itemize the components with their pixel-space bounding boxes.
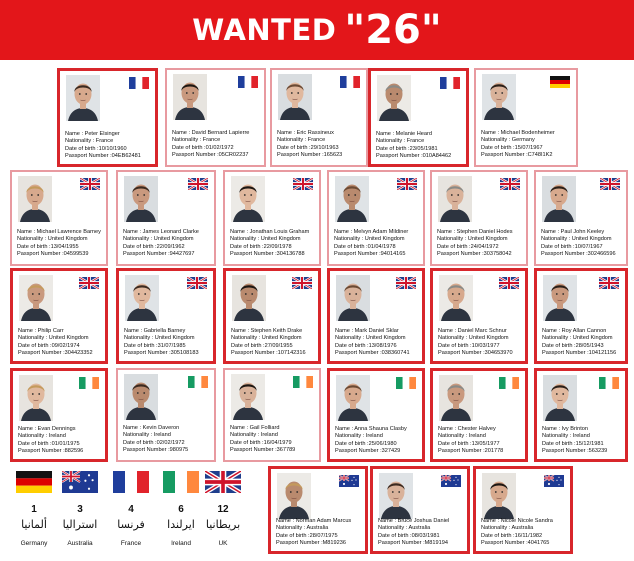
suspect-photo	[377, 75, 411, 121]
legend-count: 3	[77, 504, 83, 515]
suspect-details	[230, 425, 318, 455]
suspect-dob: Date of birth :24/04/1972	[437, 243, 499, 250]
legend-count: 4	[128, 504, 134, 515]
suspect-dob: Date of birth :23/05/1981	[376, 145, 438, 152]
suspect-passport: Passport Number :05CR02237	[172, 152, 249, 159]
uk-flag-icon	[397, 177, 417, 189]
suspect-name: Name : Daniel Marc Schnur	[438, 328, 507, 334]
wanted-card	[327, 268, 425, 364]
suspect-passport: Passport Number :C748I1K2	[481, 152, 553, 159]
banner-count: "26"	[344, 7, 442, 53]
uk-flag-icon	[599, 276, 619, 288]
france-legend-flag-icon	[113, 471, 149, 493]
suspect-details	[17, 229, 105, 259]
suspect-passport: Passport Number :038360741	[335, 350, 410, 357]
uk-flag-icon	[600, 177, 620, 189]
suspect-passport: Passport Number :201778	[438, 448, 504, 455]
suspect-name: Name : Eric Rassineux	[277, 130, 334, 136]
legend-count: 12	[217, 504, 229, 515]
suspect-dob: Date of birth :28/05/1943	[542, 342, 604, 349]
suspect-details	[438, 426, 526, 456]
suspect-details	[172, 130, 263, 160]
suspect-name: Name : Melanie Heard	[376, 131, 432, 137]
suspect-passport: Passport Number :04599539	[17, 251, 89, 258]
suspect-nationality: Nationality : Australia	[276, 525, 329, 532]
uk-flag-icon	[292, 276, 312, 288]
suspect-photo	[232, 275, 266, 321]
ireland-flag-icon	[188, 375, 208, 387]
suspect-nationality: Nationality : Ireland	[123, 432, 171, 439]
wanted-card	[474, 68, 578, 167]
suspect-passport: Passport Number :304653970	[438, 350, 513, 357]
wanted-card	[10, 170, 108, 266]
suspect-nationality: Nationality : United Kingdom	[335, 335, 406, 342]
wanted-card	[534, 368, 628, 462]
legend-label-english: Australia	[67, 540, 93, 547]
uk-flag-icon	[499, 276, 519, 288]
suspect-details	[65, 131, 156, 161]
wanted-card	[368, 68, 469, 167]
suspect-passport: Passport Number :010A84462	[376, 153, 452, 160]
legend-label-arabic: ايرلندا	[167, 518, 195, 531]
suspect-dob: Date of birth :08/03/1981	[378, 532, 440, 539]
suspect-nationality: Nationality : Ireland	[438, 433, 486, 440]
suspect-details	[123, 229, 213, 259]
suspect-photo	[124, 374, 158, 420]
uk-flag-icon	[293, 177, 313, 189]
suspect-details	[378, 518, 468, 548]
suspect-dob: Date of birth :09/02/1974	[18, 342, 80, 349]
suspect-passport: Passport Number :303758042	[437, 251, 512, 258]
suspect-details	[231, 328, 319, 358]
wanted-card	[473, 466, 573, 554]
suspect-details	[542, 328, 626, 358]
legend-label-arabic: بريطانيا	[205, 518, 241, 531]
suspect-nationality: Nationality : France	[277, 137, 326, 144]
suspect-details	[541, 229, 625, 259]
suspect-name: Name : Bruce Joshua Daniel	[378, 518, 450, 524]
suspect-details	[276, 518, 366, 548]
suspect-photo	[18, 176, 52, 222]
suspect-photo	[542, 176, 576, 222]
suspect-name: Name : Gail Folliard	[230, 425, 280, 431]
suspect-photo	[19, 375, 53, 421]
wanted-card	[268, 466, 368, 554]
suspect-dob: Date of birth :28/07/1975	[276, 532, 338, 539]
suspect-name: Name : David Bernard Lapierre	[172, 130, 250, 136]
suspect-photo	[277, 473, 311, 519]
suspect-photo	[336, 375, 370, 421]
legend-label-arabic: فرنسا	[117, 518, 145, 531]
legend-label-arabic: ألمانيا	[21, 518, 47, 531]
suspect-passport: Passport Number :882596	[18, 448, 84, 455]
wanted-card	[370, 466, 470, 554]
suspect-nationality: Nationality : Ireland	[230, 432, 278, 439]
uk-flag-icon	[79, 276, 99, 288]
suspect-dob: Date of birth :16/11/1982	[481, 532, 543, 539]
suspect-name: Name : Chester Halvey	[438, 426, 496, 432]
suspect-passport: Passport Number :104121156	[542, 350, 617, 357]
suspect-details	[123, 425, 213, 455]
suspect-photo	[438, 176, 472, 222]
suspect-dob: Date of birth :15/07/1967	[481, 144, 543, 151]
suspect-passport: Passport Number :04EB62481	[65, 153, 141, 160]
suspect-details	[481, 518, 571, 548]
suspect-photo	[482, 74, 516, 120]
uk-flag-icon	[80, 177, 100, 189]
wanted-card	[327, 368, 425, 462]
suspect-name: Name : Evan Dennings	[18, 426, 76, 432]
wanted-card	[430, 368, 528, 462]
suspect-dob: Date of birth :25/06/1980	[335, 440, 397, 447]
suspect-name: Name : Gabriella Barney	[124, 328, 186, 334]
suspect-photo	[335, 176, 369, 222]
suspect-nationality: Nationality : United Kingdom	[230, 236, 301, 243]
uk-flag-icon	[188, 177, 208, 189]
wanted-card	[223, 268, 321, 364]
suspect-details	[376, 131, 467, 161]
suspect-details	[542, 426, 626, 456]
suspect-nationality: Nationality : France	[376, 138, 425, 145]
suspect-dob: Date of birth :02/02/1972	[123, 439, 185, 446]
france-flag-icon	[238, 75, 258, 87]
suspect-dob: Date of birth :13/05/1977	[438, 440, 500, 447]
legend-label-arabic: استراليا	[62, 518, 98, 531]
suspect-nationality: Nationality : United Kingdom	[334, 236, 405, 243]
suspect-photo	[439, 275, 473, 321]
suspect-passport: Passport Number :304423352	[18, 350, 93, 357]
legend-label-english: Ireland	[171, 540, 191, 547]
suspect-details	[334, 229, 422, 259]
suspect-dob: Date of birth :13/08/1976	[335, 342, 397, 349]
wanted-card	[165, 68, 266, 167]
suspect-nationality: Nationality : United Kingdom	[438, 335, 509, 342]
wanted-card	[430, 170, 528, 266]
suspect-nationality: Nationality : France	[172, 137, 221, 144]
suspect-nationality: Nationality : Ireland	[542, 433, 590, 440]
suspect-passport: Passport Number :304136788	[230, 251, 305, 258]
wanted-card	[57, 68, 158, 167]
legend-label-english: France	[120, 540, 142, 547]
suspect-dob: Date of birth :22/09/1978	[230, 243, 292, 250]
suspect-name: Name : James Leonard Clarke	[123, 229, 199, 235]
suspect-passport: Passport Number :94427697	[123, 251, 195, 258]
suspect-passport: Passport Number :367789	[230, 447, 296, 454]
ireland-flag-icon	[396, 376, 416, 388]
suspect-nationality: Nationality : United Kingdom	[231, 335, 302, 342]
suspect-photo	[173, 74, 207, 120]
uk-legend-flag-icon	[205, 471, 241, 493]
suspect-photo	[336, 275, 370, 321]
suspect-nationality: Nationality : United Kingdom	[437, 236, 508, 243]
suspect-photo	[124, 176, 158, 222]
wanted-card	[327, 170, 425, 266]
suspect-nationality: Nationality : Australia	[378, 525, 431, 532]
suspect-dob: Date of birth :01/01/1975	[18, 440, 80, 447]
suspect-passport: Passport Number :165623	[277, 152, 343, 159]
suspect-dob: Date of birth :22/09/1962	[123, 243, 185, 250]
suspect-name: Name : Melvyn Adam Mildiner	[334, 229, 409, 235]
australia-flag-icon	[339, 474, 359, 486]
suspect-name: Name : Michael Lawrence Barney	[17, 229, 101, 235]
germany-flag-icon	[550, 75, 570, 87]
france-flag-icon	[340, 75, 360, 87]
suspect-name: Name : Philip Carr	[18, 328, 64, 334]
australia-flag-icon	[544, 474, 564, 486]
suspect-dob: Date of birth :10/07/1967	[541, 243, 603, 250]
suspect-name: Name : Peter Elsinger	[65, 131, 120, 137]
suspect-nationality: Nationality : United Kingdom	[542, 335, 613, 342]
suspect-photo	[231, 374, 265, 420]
suspect-dob: Date of birth :01/02/1972	[172, 144, 234, 151]
suspect-details	[277, 130, 365, 160]
suspect-nationality: Nationality : United Kingdom	[541, 236, 612, 243]
suspect-dob: Date of birth :10/10/1960	[65, 145, 127, 152]
legend-count: 1	[31, 504, 37, 515]
suspect-name: Name : Jonathan Louis Graham	[230, 229, 310, 235]
suspect-photo	[19, 275, 53, 321]
australia-legend-flag-icon	[62, 471, 98, 493]
wanted-card	[534, 170, 628, 266]
suspect-details	[18, 426, 106, 456]
suspect-details	[438, 328, 526, 358]
suspect-dob: Date of birth :27/09/1955	[231, 342, 293, 349]
wanted-card	[116, 170, 216, 266]
suspect-photo	[125, 275, 159, 321]
suspect-name: Name : Mark Daniel Sklar	[335, 328, 399, 334]
legend-label-english: UK	[218, 540, 228, 547]
suspect-name: Name : Nicole Nicole Sandra	[481, 518, 553, 524]
suspect-name: Name : Anna Shauna Clasby	[335, 426, 407, 432]
suspect-dob: Date of birth :10/03/1977	[438, 342, 500, 349]
france-flag-icon	[440, 76, 460, 88]
wanted-card	[534, 268, 628, 364]
suspect-passport: Passport Number :980975	[123, 447, 189, 454]
suspect-nationality: Nationality : France	[65, 138, 114, 145]
suspect-photo	[278, 74, 312, 120]
suspect-details	[437, 229, 525, 259]
suspect-details	[481, 130, 575, 160]
suspect-details	[335, 328, 423, 358]
suspect-details	[230, 229, 318, 259]
ireland-flag-icon	[293, 375, 313, 387]
suspect-name: Name : Michael Bodenheimer	[481, 130, 555, 136]
suspect-details	[18, 328, 106, 358]
suspect-dob: Date of birth :13/04/1955	[17, 243, 79, 250]
suspect-nationality: Nationality : Germany	[481, 137, 535, 144]
suspect-nationality: Nationality : United Kingdom	[123, 236, 194, 243]
suspect-nationality: Nationality : Ireland	[335, 433, 383, 440]
suspect-details	[124, 328, 214, 358]
wanted-card	[10, 368, 108, 462]
suspect-name: Name : Roy Allan Cannon	[542, 328, 607, 334]
ireland-flag-icon	[499, 376, 519, 388]
uk-flag-icon	[187, 276, 207, 288]
suspect-nationality: Nationality : Ireland	[18, 433, 66, 440]
wanted-card	[10, 268, 108, 364]
suspect-photo	[482, 473, 516, 519]
wanted-card	[116, 368, 216, 462]
wanted-card	[430, 268, 528, 364]
suspect-photo	[543, 275, 577, 321]
suspect-name: Name : Norman Adam Marcus	[276, 518, 352, 524]
wanted-card	[223, 368, 321, 462]
uk-flag-icon	[396, 276, 416, 288]
suspect-passport: Passport Number :305108183	[124, 350, 199, 357]
suspect-nationality: Nationality : United Kingdom	[17, 236, 88, 243]
suspect-photo	[543, 375, 577, 421]
uk-flag-icon	[500, 177, 520, 189]
suspect-dob: Date of birth :16/04/1979	[230, 439, 292, 446]
suspect-dob: Date of birth :01/04/1978	[334, 243, 396, 250]
suspect-dob: Date of birth :29/10/1963	[277, 144, 339, 151]
france-flag-icon	[129, 76, 149, 88]
wanted-banner	[0, 0, 634, 60]
suspect-name: Name : Stephen Daniel Hodes	[437, 229, 513, 235]
wanted-card	[116, 268, 216, 364]
suspect-passport: Passport Number :327429	[335, 448, 401, 455]
suspect-passport: Passport Number :M819194	[378, 540, 448, 547]
suspect-photo	[66, 75, 100, 121]
australia-flag-icon	[441, 474, 461, 486]
suspect-nationality: Nationality : Australia	[481, 525, 534, 532]
suspect-dob: Date of birth :15/12/1981	[542, 440, 604, 447]
suspect-photo	[231, 176, 265, 222]
suspect-name: Name : Kevin Daveron	[123, 425, 180, 431]
suspect-passport: Passport Number :4041765	[481, 540, 550, 547]
suspect-name: Name : Ivy Brinton	[542, 426, 589, 432]
suspect-nationality: Nationality : United Kingdom	[124, 335, 195, 342]
ireland-flag-icon	[599, 376, 619, 388]
suspect-passport: Passport Number :302466596	[541, 251, 616, 258]
suspect-name: Name : Paul John Keeley	[541, 229, 605, 235]
wanted-card	[270, 68, 368, 167]
suspect-photo	[379, 473, 413, 519]
suspect-details	[335, 426, 423, 456]
suspect-dob: Date of birth :31/07/1985	[124, 342, 186, 349]
suspect-photo	[439, 375, 473, 421]
suspect-name: Name : Stephen Keith Drake	[231, 328, 303, 334]
ireland-legend-flag-icon	[163, 471, 199, 493]
suspect-passport: Passport Number :94014165	[334, 251, 406, 258]
germany-legend-flag-icon	[16, 471, 52, 493]
suspect-passport: Passport Number :563239	[542, 448, 608, 455]
legend-label-english: Germany	[20, 540, 48, 547]
legend-count: 6	[178, 504, 184, 515]
suspect-nationality: Nationality : United Kingdom	[18, 335, 89, 342]
wanted-card	[223, 170, 321, 266]
suspect-passport: Passport Number :M819236	[276, 540, 346, 547]
ireland-flag-icon	[79, 376, 99, 388]
banner-title: WANTED	[192, 13, 337, 47]
suspect-passport: Passport Number :107142316	[231, 350, 306, 357]
